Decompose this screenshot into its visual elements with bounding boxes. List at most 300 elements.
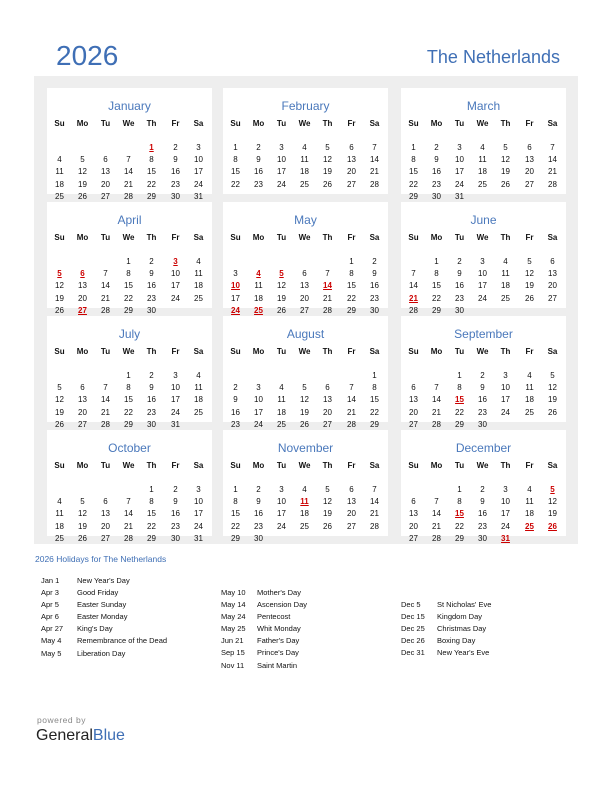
weekday-label: We <box>122 347 135 356</box>
weekday-label: Th <box>146 233 157 242</box>
day: 23 <box>254 521 263 531</box>
day: 12 <box>55 395 64 405</box>
weekday-label: Th <box>146 119 157 128</box>
month-june <box>401 202 566 315</box>
weekday-label: Su <box>230 461 241 470</box>
day: 13 <box>78 281 87 291</box>
day: 16 <box>147 281 156 291</box>
holiday-day: 3 <box>173 257 178 266</box>
day: 8 <box>372 383 377 393</box>
day: 10 <box>277 497 286 507</box>
day: 21 <box>347 407 356 417</box>
holiday-column-2 <box>221 587 381 672</box>
day: 14 <box>370 497 379 507</box>
day: 22 <box>147 179 156 189</box>
day: 1 <box>457 485 462 494</box>
calendar-grid <box>34 76 578 544</box>
day: 8 <box>126 383 131 393</box>
day: 9 <box>480 497 485 507</box>
day: 25 <box>55 191 64 201</box>
day: 16 <box>171 509 180 519</box>
day: 8 <box>457 383 462 393</box>
day: 1 <box>126 371 131 380</box>
day: 24 <box>171 293 180 303</box>
holiday-day: 14 <box>323 281 332 291</box>
weekday-label: Tu <box>454 347 465 356</box>
day: 21 <box>432 407 441 417</box>
weekday-label: Su <box>408 119 419 128</box>
holiday-entry <box>41 623 201 635</box>
day: 17 <box>194 509 203 519</box>
day: 29 <box>409 191 418 201</box>
day: 27 <box>323 419 332 429</box>
day: 4 <box>302 485 307 494</box>
day: 2 <box>149 257 154 266</box>
day: 8 <box>457 497 462 507</box>
month-name: February <box>281 99 330 113</box>
day: 8 <box>349 269 354 279</box>
day: 5 <box>527 257 532 266</box>
day: 4 <box>57 497 62 507</box>
day: 28 <box>432 533 441 543</box>
day: 15 <box>124 395 133 405</box>
day: 26 <box>78 191 87 201</box>
day: 6 <box>349 485 354 494</box>
day: 3 <box>480 257 485 266</box>
weekday-label: We <box>298 461 311 470</box>
holiday-date: May 14 <box>221 600 246 610</box>
day: 27 <box>101 191 110 201</box>
day: 27 <box>409 533 418 543</box>
day: 28 <box>101 305 110 315</box>
weekday-label: Mo <box>430 347 443 356</box>
weekday-label: Mo <box>252 347 265 356</box>
weekday-label: Sa <box>369 347 380 356</box>
holiday-date: Apr 5 <box>41 600 59 610</box>
day: 27 <box>525 179 534 189</box>
day: 15 <box>409 167 418 177</box>
day: 23 <box>478 521 487 531</box>
day: 16 <box>254 509 263 519</box>
holiday-name: Saint Martin <box>257 660 298 670</box>
day: 7 <box>372 485 377 494</box>
weekday-label: Fr <box>347 347 356 356</box>
holiday-name: Christmas Day <box>437 624 487 634</box>
day: 23 <box>171 521 180 531</box>
month-name: November <box>277 441 334 455</box>
holiday-entry <box>41 611 201 623</box>
day: 31 <box>194 191 203 201</box>
day: 19 <box>78 521 87 531</box>
day: 13 <box>409 509 418 519</box>
month-name: April <box>117 213 142 227</box>
weekday-label: Su <box>408 461 419 470</box>
holiday-name: St Nicholas' Eve <box>437 600 492 609</box>
holiday-name: Whit Monday <box>257 624 301 634</box>
day: 15 <box>231 509 240 519</box>
holiday-day: 1 <box>149 143 154 152</box>
holiday-day: 6 <box>80 269 85 279</box>
day: 2 <box>173 143 178 152</box>
day: 5 <box>503 143 508 152</box>
day: 19 <box>323 167 332 177</box>
month-name: March <box>466 99 501 113</box>
day: 7 <box>411 269 416 279</box>
day: 19 <box>277 293 286 303</box>
day: 2 <box>480 371 485 380</box>
holiday-entry <box>41 599 201 611</box>
day: 26 <box>55 305 64 315</box>
holiday-day: 25 <box>254 305 263 315</box>
holiday-name: Boxing Day <box>437 636 476 646</box>
holiday-entry <box>221 611 381 623</box>
day: 7 <box>372 143 377 152</box>
day: 25 <box>525 407 534 417</box>
day: 14 <box>370 155 379 165</box>
day: 16 <box>478 509 487 519</box>
holiday-date: Apr 27 <box>41 624 64 634</box>
weekday-label: Fr <box>525 119 534 128</box>
day: 13 <box>101 509 110 519</box>
day: 9 <box>372 269 377 279</box>
day: 10 <box>254 395 263 405</box>
weekday-label: Su <box>230 233 241 242</box>
day: 13 <box>548 269 557 279</box>
day: 7 <box>434 497 439 507</box>
holiday-date: May 4 <box>41 636 62 646</box>
weekday-label: Sa <box>193 119 204 128</box>
weekday-label: Mo <box>76 347 89 356</box>
day: 2 <box>233 383 238 393</box>
day: 15 <box>432 281 441 291</box>
day: 21 <box>370 167 379 177</box>
day: 13 <box>347 155 356 165</box>
weekday-label: Mo <box>252 233 265 242</box>
brand-blue: Blue <box>92 727 125 744</box>
day: 7 <box>126 497 131 507</box>
day: 26 <box>501 179 510 189</box>
weekday-label: Mo <box>430 233 443 242</box>
weekday-label: Th <box>500 233 511 242</box>
holiday-entry <box>41 587 201 599</box>
day: 26 <box>323 179 332 189</box>
day: 20 <box>409 407 418 417</box>
day: 2 <box>434 143 439 152</box>
month-name: May <box>294 213 317 227</box>
day: 20 <box>78 407 87 417</box>
weekday-label: Sa <box>193 461 204 470</box>
weekday-label: Mo <box>76 119 89 128</box>
weekday-label: We <box>122 461 135 470</box>
day: 11 <box>194 269 203 279</box>
month-december <box>401 430 566 543</box>
day: 9 <box>457 269 462 279</box>
day: 22 <box>455 521 464 531</box>
day: 28 <box>323 305 332 315</box>
day: 31 <box>455 191 464 201</box>
day: 13 <box>409 395 418 405</box>
weekday-label: Tu <box>276 233 287 242</box>
day: 11 <box>525 383 534 393</box>
day: 18 <box>55 521 64 531</box>
day: 2 <box>480 485 485 494</box>
day: 27 <box>409 419 418 429</box>
day: 6 <box>349 143 354 152</box>
day: 28 <box>124 533 133 543</box>
day: 11 <box>277 395 286 405</box>
day: 23 <box>171 179 180 189</box>
holiday-day: 5 <box>279 269 284 279</box>
holiday-entry <box>221 635 381 647</box>
weekday-label: Th <box>500 347 511 356</box>
day: 7 <box>349 383 354 393</box>
holiday-day: 31 <box>501 533 510 543</box>
day: 11 <box>478 155 487 165</box>
day: 9 <box>256 497 261 507</box>
day: 21 <box>124 179 133 189</box>
day: 10 <box>194 155 203 165</box>
day: 1 <box>233 143 238 152</box>
day: 14 <box>124 167 133 177</box>
weekday-label: Mo <box>76 233 89 242</box>
day: 7 <box>325 269 330 279</box>
day: 11 <box>501 269 510 279</box>
day: 29 <box>455 533 464 543</box>
day: 24 <box>277 179 286 189</box>
holiday-day: 24 <box>231 305 240 315</box>
weekday-label: Su <box>408 347 419 356</box>
month-name: June <box>470 213 497 227</box>
day: 17 <box>478 281 487 291</box>
weekday-label: Th <box>146 347 157 356</box>
day: 23 <box>231 419 240 429</box>
day: 8 <box>149 497 154 507</box>
day: 23 <box>147 293 156 303</box>
day: 24 <box>171 407 180 417</box>
holiday-entry <box>401 599 561 611</box>
holiday-date: May 5 <box>41 648 62 658</box>
day: 3 <box>503 371 508 380</box>
day: 28 <box>370 521 379 531</box>
weekday-label: Fr <box>525 233 534 242</box>
day: 16 <box>171 167 180 177</box>
day: 4 <box>480 143 485 152</box>
holiday-entry <box>41 635 201 647</box>
holiday-day: 15 <box>455 509 464 519</box>
holiday-name: Liberation Day <box>77 648 126 658</box>
day: 19 <box>55 293 64 303</box>
holiday-day: 11 <box>300 497 309 507</box>
day: 29 <box>124 419 133 429</box>
day: 9 <box>173 497 178 507</box>
weekday-label: We <box>298 347 311 356</box>
day: 30 <box>478 419 487 429</box>
day: 18 <box>525 509 534 519</box>
month-august <box>223 316 388 429</box>
month-october <box>47 430 212 543</box>
weekday-label: Sa <box>193 233 204 242</box>
day: 13 <box>78 395 87 405</box>
day: 30 <box>432 191 441 201</box>
day: 29 <box>124 305 133 315</box>
day: 24 <box>501 521 510 531</box>
day: 13 <box>525 155 534 165</box>
day: 27 <box>300 305 309 315</box>
day: 19 <box>548 509 557 519</box>
holiday-name: Father's Day <box>257 636 300 646</box>
day: 20 <box>548 281 557 291</box>
day: 21 <box>432 521 441 531</box>
day: 14 <box>548 155 557 165</box>
day: 3 <box>503 485 508 494</box>
weekday-label: Fr <box>171 347 180 356</box>
day: 24 <box>455 179 464 189</box>
day: 9 <box>434 155 439 165</box>
day: 21 <box>124 521 133 531</box>
day: 28 <box>124 191 133 201</box>
weekday-label: Mo <box>76 461 89 470</box>
day: 8 <box>233 155 238 165</box>
day: 6 <box>411 497 416 507</box>
holiday-day: 26 <box>548 521 557 531</box>
day: 24 <box>254 419 263 429</box>
day: 26 <box>78 533 87 543</box>
day: 3 <box>173 371 178 380</box>
day: 1 <box>457 371 462 380</box>
day: 20 <box>78 293 87 303</box>
day: 20 <box>101 521 110 531</box>
day: 18 <box>277 407 286 417</box>
holiday-date: Dec 31 <box>401 648 425 658</box>
day: 17 <box>501 509 510 519</box>
day: 17 <box>277 167 286 177</box>
day: 8 <box>126 269 131 279</box>
day: 12 <box>548 383 557 393</box>
day: 6 <box>325 383 330 393</box>
day: 4 <box>527 371 532 380</box>
holiday-date: May 24 <box>221 612 246 622</box>
day: 28 <box>409 305 418 315</box>
day: 19 <box>323 509 332 519</box>
weekday-label: Su <box>230 119 241 128</box>
day: 12 <box>501 155 510 165</box>
day: 8 <box>233 497 238 507</box>
day: 7 <box>103 269 108 279</box>
weekday-label: Th <box>322 119 333 128</box>
day: 9 <box>233 395 238 405</box>
holiday-entry <box>401 647 561 659</box>
day: 1 <box>126 257 131 266</box>
day: 12 <box>323 497 332 507</box>
day: 30 <box>147 419 156 429</box>
day: 2 <box>149 371 154 380</box>
holiday-name: Prince's Day <box>257 648 299 658</box>
holiday-day: 5 <box>57 269 62 279</box>
day: 26 <box>323 521 332 531</box>
day: 18 <box>501 281 510 291</box>
day: 5 <box>325 485 330 494</box>
brand-logo <box>36 727 125 745</box>
day: 28 <box>101 419 110 429</box>
holiday-name: Easter Monday <box>77 612 128 622</box>
weekday-label: Tu <box>454 233 465 242</box>
holiday-day: 25 <box>525 521 534 531</box>
day: 22 <box>409 179 418 189</box>
weekday-label: Fr <box>525 347 534 356</box>
holiday-name: Good Friday <box>77 588 119 598</box>
day: 4 <box>527 485 532 494</box>
day: 6 <box>411 383 416 393</box>
day: 10 <box>501 497 510 507</box>
day: 18 <box>478 167 487 177</box>
day: 29 <box>432 305 441 315</box>
month-november <box>223 430 388 543</box>
holiday-day: 21 <box>409 293 418 303</box>
holiday-entry <box>221 587 381 599</box>
day: 14 <box>101 395 110 405</box>
day: 9 <box>480 383 485 393</box>
holiday-date: Apr 3 <box>41 588 59 598</box>
day: 20 <box>323 407 332 417</box>
month-name: August <box>286 327 325 341</box>
day: 21 <box>548 167 557 177</box>
holiday-entry <box>401 623 561 635</box>
weekday-label: Fr <box>171 461 180 470</box>
day: 14 <box>409 281 418 291</box>
day: 14 <box>432 509 441 519</box>
day: 18 <box>55 179 64 189</box>
day: 16 <box>254 167 263 177</box>
day: 14 <box>124 509 133 519</box>
day: 6 <box>103 497 108 507</box>
month-name: January <box>108 99 151 113</box>
weekday-label: Fr <box>171 233 180 242</box>
weekday-label: We <box>476 347 489 356</box>
weekday-label: Tu <box>100 233 111 242</box>
day: 18 <box>300 167 309 177</box>
holiday-name: New Year's Day <box>77 576 130 585</box>
day: 2 <box>372 257 377 266</box>
day: 16 <box>147 395 156 405</box>
weekday-label: We <box>476 233 489 242</box>
day: 2 <box>256 485 261 494</box>
day: 16 <box>432 167 441 177</box>
day: 30 <box>147 305 156 315</box>
month-september <box>401 316 566 429</box>
day: 3 <box>457 143 462 152</box>
holiday-date: Sep 15 <box>221 648 245 658</box>
day: 29 <box>455 419 464 429</box>
day: 24 <box>501 407 510 417</box>
holiday-name: New Year's Eve <box>437 648 490 658</box>
weekday-label: Tu <box>100 461 111 470</box>
month-name: September <box>454 327 513 341</box>
day: 7 <box>126 155 131 165</box>
day: 12 <box>277 281 286 291</box>
day: 23 <box>478 407 487 417</box>
day: 13 <box>101 167 110 177</box>
day: 9 <box>256 155 261 165</box>
weekday-label: Tu <box>100 347 111 356</box>
day: 4 <box>279 383 284 393</box>
day: 29 <box>147 533 156 543</box>
day: 26 <box>277 305 286 315</box>
day: 10 <box>277 155 286 165</box>
day: 16 <box>370 281 379 291</box>
holiday-entry <box>221 599 381 611</box>
weekday-label: Th <box>322 461 333 470</box>
day: 30 <box>171 533 180 543</box>
